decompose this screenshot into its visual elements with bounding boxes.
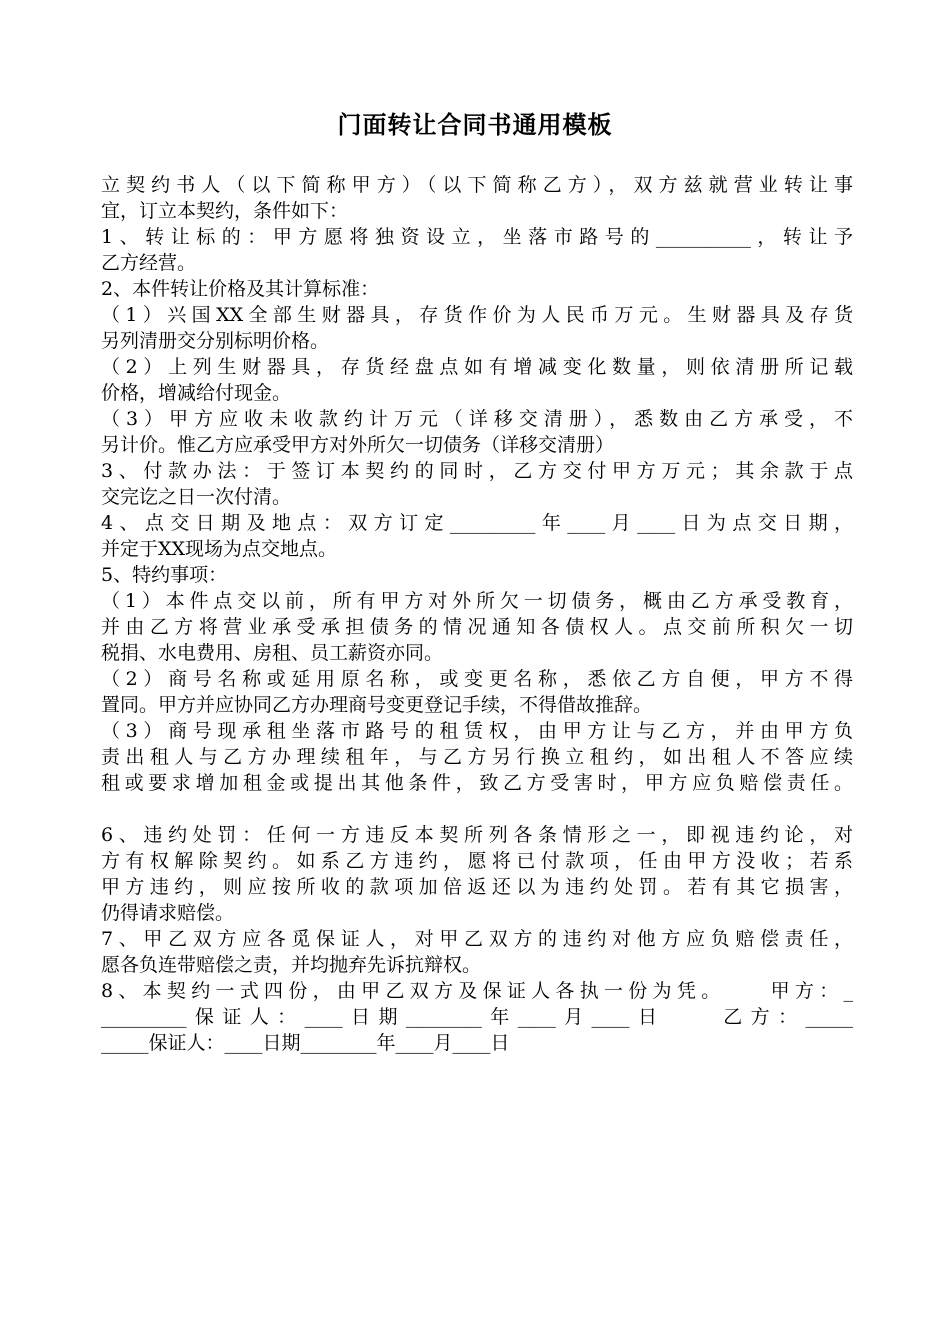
body-line: （2）商号名称或延用原名称，或变更名称，悉依乙方自便，甲方不得 — [101, 668, 853, 690]
body-line: 宜，订立本契约，条件如下： — [101, 200, 349, 222]
body-line: （1）本件点交以前，所有甲方对外所欠一切债务，概由乙方承受教育， — [101, 590, 853, 612]
body-line: 愿各负连带赔偿之责，并均抛弃先诉抗辩权。 — [101, 954, 482, 976]
body-line: 5、特约事项： — [101, 564, 228, 586]
body-line: 责出租人与乙方办理续租年，与乙方另行换立租约，如出租人不答应续 — [101, 746, 853, 768]
body-line: （3）甲方应收未收款约计万元（详移交清册），悉数由乙方承受，不 — [101, 408, 853, 430]
body-line: 7、甲乙双方应各觅保证人，对甲乙双方的违约对他方应负赔偿责任， — [101, 928, 853, 950]
body-line: 并定于XX现场为点交地点。 — [101, 538, 338, 560]
body-line: 4、点交日期及地点：双方订定_________年____月____日为点交日期， — [101, 512, 853, 534]
body-line: 价格，增减给付现金。 — [101, 382, 292, 404]
body-line: （3）商号现承租坐落市路号的租赁权，由甲方让与乙方，并由甲方负 — [101, 720, 853, 742]
body-line: （1）兴国XX全部生财器具，存货作价为人民币万元。生财器具及存货 — [101, 304, 853, 326]
body-line: 税捐、水电费用、房租、员工薪资亦同。 — [101, 642, 444, 664]
body-line: 方有权解除契约。如系乙方违约，愿将已付款项，任由甲方没收；若系 — [101, 850, 853, 872]
body-line: 仍得请求赔偿。 — [101, 902, 235, 924]
body-line: 6、违约处罚：任何一方违反本契所列各条情形之一，即视违约论，对 — [101, 824, 853, 846]
body-line: 甲方违约，则应按所收的款项加倍返还以为违约处罚。若有其它损害， — [101, 876, 853, 898]
body-line: 1、转让标的：甲方愿将独资设立，坐落市路号的__________，转让予 — [101, 226, 853, 248]
body-line: 2、本件转让价格及其计算标准： — [101, 278, 380, 300]
document-body — [101, 172, 853, 1056]
body-line: 交完讫之日一次付清。 — [101, 486, 292, 508]
body-line: 并由乙方将营业承受承担债务的情况通知各债权人。点交前所积欠一切 — [101, 616, 853, 638]
blank-line — [101, 796, 853, 822]
signature-line: 8、本契约一式四份，由甲乙双方及保证人各执一份为凭。 甲方：_ — [101, 980, 853, 1002]
body-line: 置同。甲方并应协同乙方办理商号变更登记手续，不得借故推辞。 — [101, 694, 653, 716]
body-line: 3、付款办法：于签订本契约的同时，乙方交付甲方万元；其余款于点 — [101, 460, 853, 482]
body-line: （2）上列生财器具，存货经盘点如有增减变化数量，则依清册所记载 — [101, 356, 853, 378]
body-line: 乙方经营。 — [101, 252, 197, 274]
document-title: 门面转让合同书通用模板 — [337, 111, 613, 139]
body-line: 另列清册交分别标明价格。 — [101, 330, 330, 352]
signature-line: _____保证人：____日期________年____月____日 — [101, 1032, 510, 1054]
signature-line: _________保证人：____日期________年____月____日 乙方：_____ — [101, 1006, 853, 1028]
body-line: 租或要求增加租金或提出其他条件，致乙方受害时，甲方应负赔偿责任。 — [101, 772, 853, 794]
body-line: 立契约书人（以下简称甲方）（以下简称乙方），双方兹就营业转让事 — [101, 174, 853, 196]
body-line: 另计价。惟乙方应承受甲方对外所欠一切债务（详移交清册） — [101, 434, 615, 456]
